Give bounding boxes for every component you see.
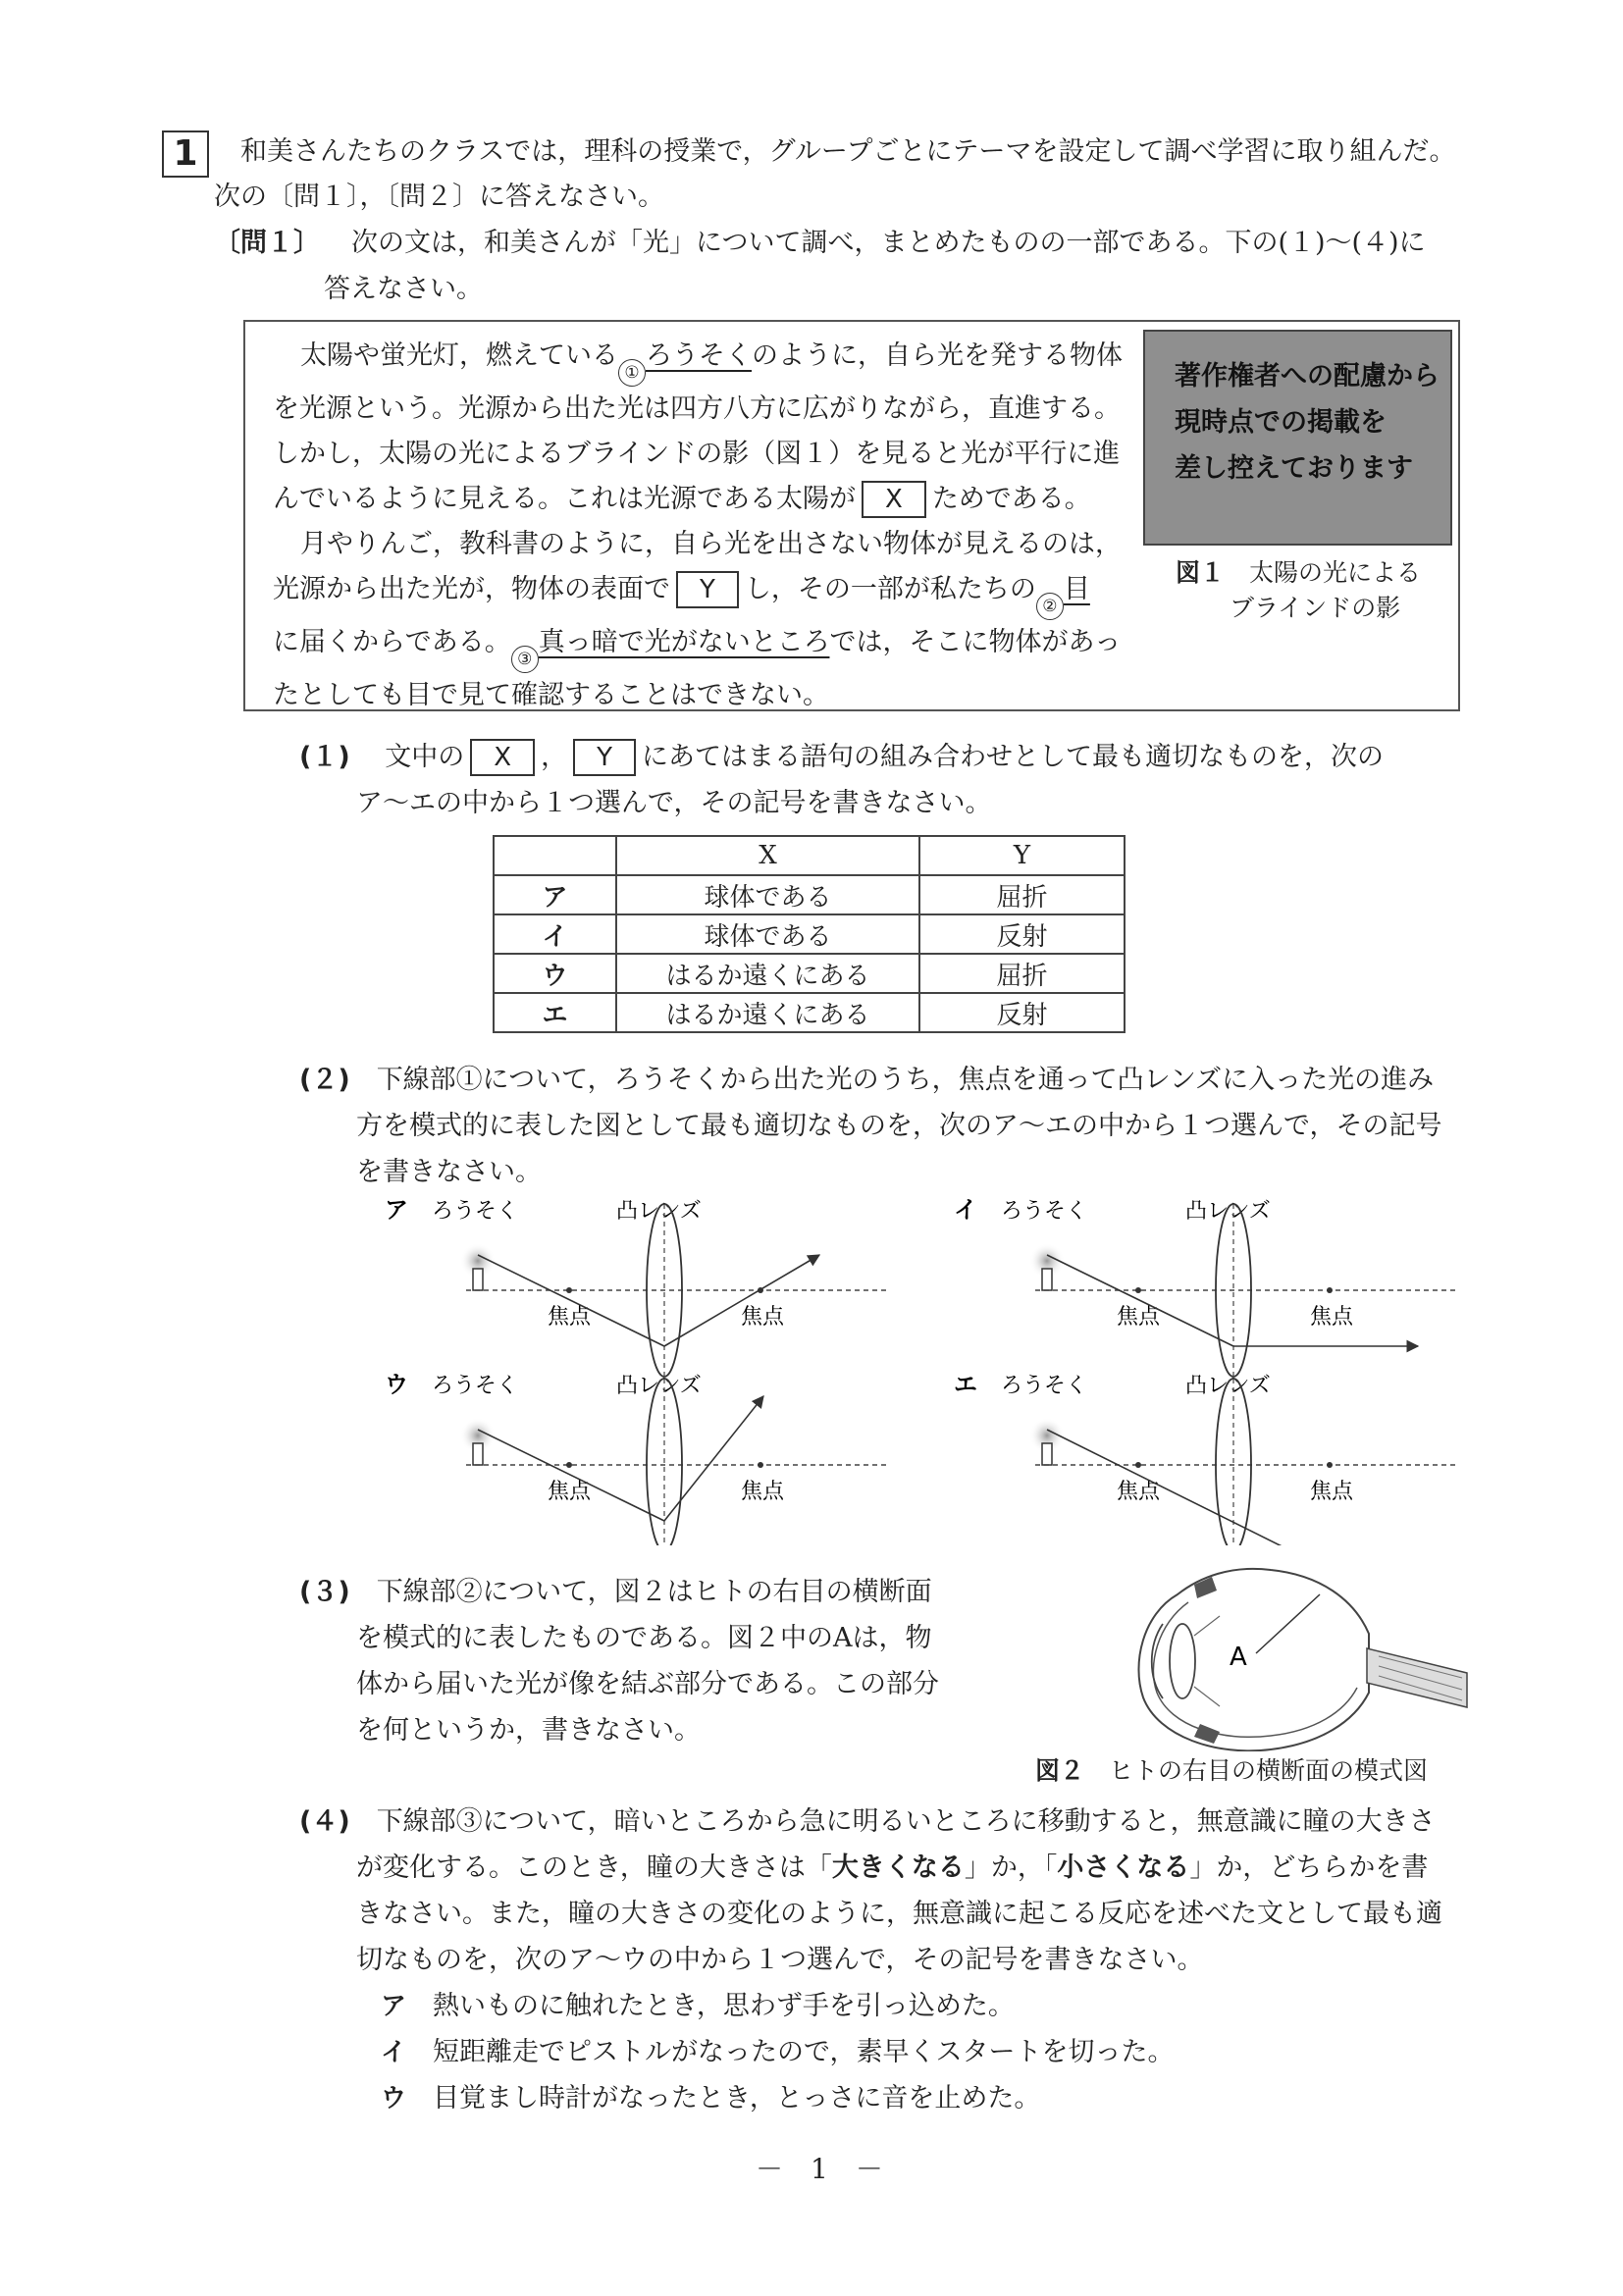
focus-label: 焦点	[741, 1305, 785, 1330]
table-row	[494, 993, 1125, 1032]
intro-line-2: 次の〔問１〕，〔問２〕に答えなさい。	[214, 182, 664, 212]
focus-label: 焦点	[1117, 1480, 1161, 1504]
table-header	[494, 836, 1125, 875]
q1-text-line-1: 次の文は，和美さんが「光」について調べ，まとめたものの一部である。下の(１)～(４)に	[351, 228, 1426, 258]
passage-l5: 月やりんご，教科書のように，自ら光を出さない物体が見えるのは，	[300, 529, 1122, 559]
page-number: － 1 －	[756, 2153, 883, 2185]
focus-label: 焦点	[548, 1480, 592, 1504]
table-cell: 球体である	[616, 914, 919, 954]
fig1-caption	[1176, 555, 1421, 591]
fig1-label: 図１	[1176, 558, 1226, 587]
sub2-line-2: 方を模式的に表した図として最も適切なものを，次のア～エの中から１つ選んで，その記号	[356, 1111, 1442, 1141]
option-u	[381, 2076, 1040, 2121]
table-cell: 屈折	[919, 954, 1125, 993]
underline-3: 真っ暗で光がないところ	[538, 627, 830, 657]
sub1-b: にあてはまる語句の組み合わせとして最も適切なものを，次の	[641, 742, 1384, 772]
diagram-i	[954, 1196, 1457, 1377]
sub4-line-4: 切なものを，次のア～ウの中から１つ選んで，その記号を書きなさい。	[356, 1945, 1204, 1975]
table-cell: はるか遠くにある	[616, 993, 919, 1032]
option-text: 短距離走でピストルがなったので，素早くスタートを切った。	[433, 2037, 1175, 2067]
sub2-text-1: 下線部①について，ろうそくから出た光のうち，焦点を通って凸レンズに入った光の進み	[376, 1065, 1435, 1095]
sub1-num: (１)	[299, 742, 350, 772]
sub3-text-1: 下線部②について，図２はヒトの右目の横断面	[376, 1577, 932, 1607]
table-row	[494, 954, 1125, 993]
sub3-line-1	[299, 1570, 932, 1615]
sub3-line-3: 体から届いた光が像を結ぶ部分である。この部分	[356, 1669, 939, 1699]
notice-line-3: 差し控えております	[1175, 453, 1413, 484]
fig2-caption	[1035, 1753, 1428, 1789]
focus-label: 焦点	[1117, 1305, 1161, 1330]
lens-diagrams	[373, 1192, 1501, 1545]
sub3-line-4: を何というか，書きなさい。	[356, 1715, 701, 1746]
label-a: A	[1230, 1643, 1247, 1672]
sub3-line-2: を模式的に表したものである。図２中のAは，物	[356, 1623, 932, 1653]
option-label: イ	[381, 2038, 407, 2067]
table-cell: ウ	[494, 954, 616, 993]
intro-line-1: 和美さんたちのクラスでは，理科の授業で，グループごとにテーマを設定して調べ学習に取り組んだ。	[240, 136, 1456, 167]
passage-l1a: 太陽や蛍光灯，燃えている	[300, 340, 618, 371]
sub4-text-2a: が変化する。このとき，瞳の大きさは「	[356, 1852, 832, 1883]
table-cell: 反射	[919, 993, 1125, 1032]
candle-icon	[1042, 1443, 1052, 1465]
lens-crystalline	[1170, 1624, 1195, 1698]
blank-x: X	[862, 481, 926, 518]
question-number: 1	[162, 130, 209, 178]
focus-label: 焦点	[741, 1480, 785, 1504]
sub1	[299, 735, 1384, 780]
diagram-a	[385, 1196, 888, 1377]
option-text: 熱いものに触れたとき，思わず手を引っ込めた。	[433, 1991, 1015, 2021]
sub4-bold-1: 大きくなる	[831, 1852, 965, 1883]
sub4-line-2	[356, 1846, 1428, 1891]
passage-l3: しかし，太陽の光によるブラインドの影（図１）を見ると光が平行に進	[273, 439, 1121, 469]
fig1-caption-2: ブラインドの影	[1230, 594, 1401, 622]
option-label: ウ	[381, 2084, 407, 2113]
fig1-caption-1: 太陽の光による	[1249, 558, 1422, 587]
diagram-e	[954, 1371, 1457, 1545]
passage-l4b: ためである。	[931, 484, 1091, 514]
marker-3: ③	[511, 646, 539, 673]
sub4-num: (４)	[299, 1806, 350, 1837]
diagram-u	[385, 1371, 888, 1545]
marker-1: ①	[618, 359, 646, 387]
table-cell: イ	[494, 914, 616, 954]
sub1-a: 文中の	[385, 742, 465, 772]
eye-diagram	[1124, 1555, 1477, 1751]
q1-text-line-2: 答えなさい。	[324, 274, 483, 304]
table-cell: はるか遠くにある	[616, 954, 919, 993]
passage-l6a: 光源から出た光が，物体の表面で	[273, 574, 670, 604]
passage-l2: を光源という。光源から出た光は四方八方に広がりながら，直進する。	[273, 393, 1121, 424]
passage-l8: たとしても目で見て確認することはできない。	[273, 680, 829, 710]
notice-line-1: 著作権者への配慮から	[1175, 361, 1440, 391]
table-cell: 球体である	[616, 875, 919, 914]
notice-line-2: 現時点での掲載を	[1175, 407, 1387, 438]
candle-icon	[473, 1269, 483, 1290]
sub1-box-x: X	[470, 739, 535, 776]
table-cell: 反射	[919, 914, 1125, 954]
underline-2: 目	[1063, 574, 1090, 604]
diagram-e-label: エ	[954, 1371, 977, 1398]
copyright-notice	[1143, 330, 1452, 546]
option-a	[381, 1984, 1015, 2029]
table-row	[494, 875, 1125, 914]
table-cell: 屈折	[919, 875, 1125, 914]
choice-table	[493, 835, 1126, 1033]
fig2-caption-text: ヒトの右目の横断面の模式図	[1109, 1756, 1429, 1785]
lens-label: 凸レンズ	[616, 1199, 702, 1224]
underline-1: ろうそく	[646, 340, 752, 371]
passage-l7b: では，そこに物体があっ	[829, 627, 1122, 657]
sub4-text-1: 下線部③について，暗いところから急に明るいところに移動すると，無意識に瞳の大きさ	[376, 1806, 1436, 1837]
focus-label: 焦点	[1310, 1480, 1354, 1504]
lens-label: 凸レンズ	[1185, 1374, 1271, 1398]
table-row	[494, 914, 1125, 954]
table-header-cell: Y	[919, 836, 1125, 875]
focus-label: 焦点	[1310, 1305, 1354, 1330]
passage-l1b: のように，自ら光を発する物体	[752, 340, 1123, 371]
candle-label: ろうそく	[432, 1199, 519, 1224]
diagram-a-label: ア	[385, 1196, 408, 1224]
option-i	[381, 2030, 1174, 2075]
option-label: ア	[381, 1992, 407, 2021]
sub4-line-1	[299, 1800, 1436, 1845]
passage-l4a: んでいるように見える。これは光源である太陽が	[273, 484, 856, 514]
candle-label: ろうそく	[432, 1374, 519, 1398]
q1-label: 〔問１〕	[214, 228, 320, 258]
table-header-cell	[494, 836, 616, 875]
candle-label: ろうそく	[1001, 1374, 1088, 1398]
marker-2: ②	[1036, 593, 1064, 620]
sub1-box-y: Y	[573, 739, 636, 776]
sub4-text-2c: 」か，どちらかを書	[1189, 1852, 1429, 1883]
table-cell: ア	[494, 875, 616, 914]
sub2-line-1	[299, 1058, 1434, 1103]
passage-l7a: に届くからである。	[273, 627, 511, 657]
option-text: 目覚まし時計がなったとき，とっさに音を止めた。	[433, 2083, 1041, 2113]
table-header-cell: X	[616, 836, 919, 875]
sub4-text-2b: 」か，「	[964, 1852, 1058, 1883]
diagram-i-label: イ	[954, 1196, 977, 1224]
sub1-comma: ，	[541, 742, 568, 772]
sub1-line-2: ア～エの中から１つ選んで，その記号を書きなさい。	[356, 788, 992, 818]
sub2-line-3: を書きなさい。	[356, 1157, 542, 1187]
sub4-line-3: きなさい。また，瞳の大きさの変化のように，無意識に起こる反応を述べた文として最も適	[356, 1899, 1442, 1929]
sub4-bold-2: 小さくなる	[1057, 1852, 1190, 1883]
passage-l6b: し，その一部が私たちの	[744, 574, 1036, 604]
candle-icon	[1042, 1269, 1052, 1290]
candle-icon	[473, 1443, 483, 1465]
candle-label: ろうそく	[1001, 1199, 1088, 1224]
focus-label: 焦点	[548, 1305, 592, 1330]
sub3-num: (３)	[299, 1577, 350, 1607]
lens-label: 凸レンズ	[616, 1374, 702, 1398]
fig2-label: 図２	[1035, 1756, 1085, 1785]
lens-label: 凸レンズ	[1185, 1199, 1271, 1224]
table-cell: エ	[494, 993, 616, 1032]
diagram-u-label: ウ	[385, 1371, 408, 1398]
passage-text	[273, 334, 1136, 718]
sub2-num: (２)	[299, 1065, 350, 1095]
blank-y: Y	[676, 571, 739, 608]
